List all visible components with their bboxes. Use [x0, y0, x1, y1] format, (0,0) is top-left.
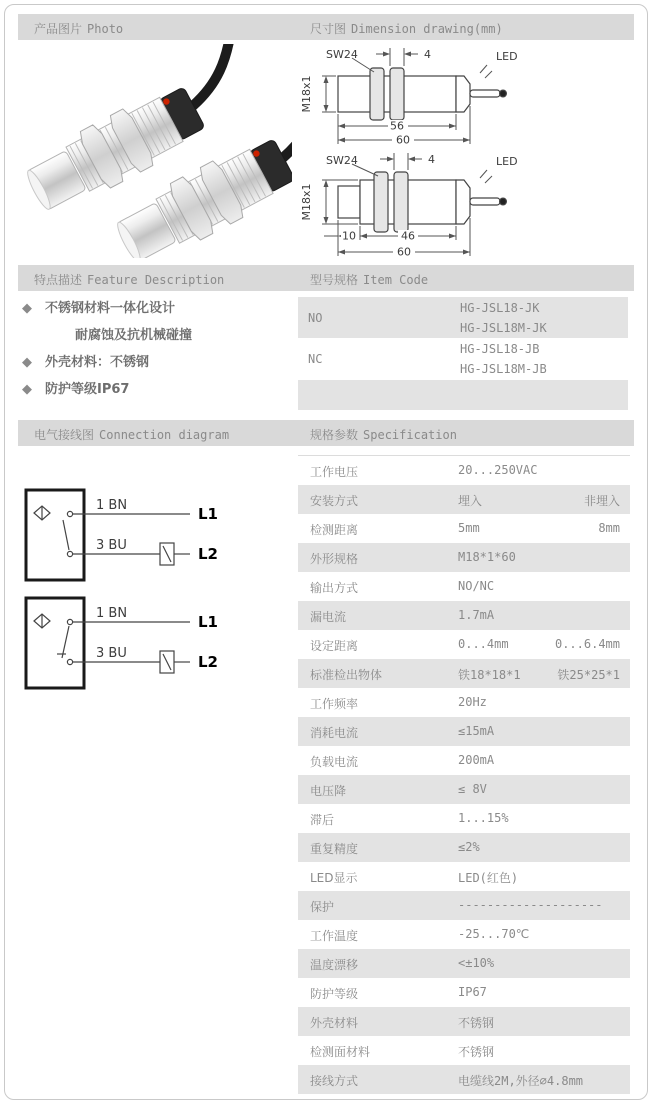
line2-label: L2: [198, 653, 218, 671]
spec-value: 20...250VAC: [458, 463, 538, 477]
spec-row: [298, 1065, 630, 1094]
spec-row: [298, 978, 630, 1007]
spec-value: 1...15%: [458, 811, 509, 825]
spec-label: 工作频率: [310, 697, 359, 711]
spec-value: ≤15mA: [458, 724, 495, 738]
pin1-label: 1 BN: [96, 498, 128, 513]
spec-label: 标准检出物体: [310, 668, 383, 682]
led-ray: [485, 71, 492, 78]
cable-stub: [470, 198, 500, 205]
spec-label: 接线方式: [310, 1074, 359, 1088]
spec-label: 保护: [310, 900, 335, 914]
spec-label: 漏电流: [310, 610, 347, 624]
spec-label: 检测距离: [310, 523, 359, 537]
spec-row: [298, 485, 630, 514]
spec-label: LED显示: [310, 871, 358, 885]
spec-value: 不锈钢: [458, 1045, 495, 1059]
led-ray: [485, 176, 492, 183]
nut-width-label: 4: [424, 48, 431, 61]
cable-end: [500, 198, 507, 205]
spec-label: 温度漂移: [310, 958, 359, 972]
spec-value: 不锈钢: [458, 1016, 495, 1030]
output-type: NC: [308, 352, 323, 366]
item-codes: HG-JSL18-JK HG-JSL18M-JK: [460, 300, 547, 335]
spec-label: 工作电压: [310, 465, 359, 479]
hex-nut: [394, 172, 408, 232]
spec-value-alt: 铁25*25*1: [557, 668, 620, 682]
dimension-drawing-flush: [296, 42, 640, 148]
sensor-cap: [456, 76, 470, 112]
spec-value: --------------------: [458, 898, 603, 912]
spec-row: [298, 601, 630, 630]
item-codes: HG-JSL18-JB HG-JSL18M-JB: [460, 342, 547, 376]
spec-label: 电压降: [310, 784, 347, 798]
section-header-connection-spec: [18, 420, 634, 446]
sensor-cap: [456, 180, 470, 224]
spec-label: 安装方式: [310, 494, 359, 508]
length-46-label: 46: [401, 229, 415, 243]
spec-row: [298, 659, 630, 688]
product-photo: [18, 44, 292, 258]
spec-label: 消耗电流: [310, 726, 359, 740]
cable-stub: [470, 90, 500, 97]
spec-value: 20Hz: [458, 695, 487, 709]
pin3-label: 3 BU: [96, 538, 127, 553]
spec-value: ≤2%: [458, 840, 480, 854]
spec-row: [298, 1036, 630, 1065]
specification-table: [298, 455, 630, 1094]
connection-diagram-nc: [18, 594, 288, 694]
nut-width-label: 4: [428, 153, 435, 166]
diamond-bullet-icon: ◆: [22, 355, 32, 370]
feature-item: ◆ 防护等级IP67: [22, 382, 130, 397]
led-label: LED: [496, 50, 518, 63]
led-ray: [480, 170, 487, 178]
spec-value-alt: 0...6.4mm: [554, 637, 620, 651]
led-ray: [480, 65, 487, 73]
led-label: LED: [496, 155, 518, 168]
spec-value: 铁18*18*1: [458, 668, 521, 682]
specification-section-title: 规格参数 Specification: [310, 428, 457, 442]
dimension-drawing-nonflush: [296, 148, 640, 260]
spec-value: 0...4mm: [458, 637, 509, 651]
spec-row: [298, 833, 630, 862]
line2-label: L2: [198, 545, 218, 563]
hex-nut: [390, 68, 404, 120]
section-header-feature-itemcode: [18, 265, 634, 291]
feature-section-title: 特点描述 Feature Description: [34, 273, 225, 287]
sw24-label: SW24: [326, 154, 358, 167]
spec-row: [298, 775, 630, 804]
feature-item: ◆ 不锈钢材料一体化设计 耐腐蚀及抗机械碰撞: [22, 301, 193, 343]
spec-label: 外形规格: [310, 552, 359, 566]
spec-value: M18*1*60: [458, 550, 516, 564]
spec-value: ≤ 8V: [458, 782, 487, 796]
spec-row: [298, 949, 630, 978]
section-header-photo-dimension: [18, 14, 634, 40]
pin3-label: 3 BU: [96, 646, 127, 661]
connection-diagram-no: [18, 486, 288, 586]
sensor-box: [26, 490, 84, 580]
spec-row: [298, 456, 630, 485]
feature-list: [18, 300, 290, 408]
spec-row: [298, 543, 630, 572]
spec-value: <±10%: [458, 956, 495, 970]
length-60-label: 60: [397, 245, 411, 259]
diamond-bullet-icon: ◆: [22, 301, 32, 316]
spec-value-alt: 8mm: [598, 521, 620, 535]
spec-value-alt: 非埋入: [583, 494, 620, 508]
itemcode-section-title: 型号规格 Item Code: [310, 273, 429, 287]
cable-end: [500, 90, 507, 97]
spec-label: 检测面材料: [310, 1045, 371, 1059]
length-60-label: 60: [396, 133, 410, 147]
line1-label: L1: [198, 613, 218, 631]
hex-nut: [374, 172, 388, 232]
spec-row: [298, 920, 630, 949]
sensor-box: [26, 598, 84, 688]
spec-label: 输出方式: [310, 581, 359, 595]
spec-row: [298, 688, 630, 717]
spec-value: 200mA: [458, 753, 495, 767]
spec-label: 防护等级: [310, 987, 359, 1001]
spec-row: [298, 514, 630, 543]
spec-value: 1.7mA: [458, 608, 495, 622]
spec-value: 电缆线2M,外径∅4.8mm: [458, 1074, 584, 1088]
diamond-bullet-icon: ◆: [22, 382, 32, 397]
spec-row: [298, 572, 630, 601]
feature-item: ◆ 外壳材料：不锈钢: [22, 355, 150, 370]
item-code-table: [298, 297, 628, 410]
item-code-row-nc: [298, 338, 628, 380]
thread-size-label: M18x1: [300, 183, 313, 221]
pin1-label: 1 BN: [96, 606, 128, 621]
spec-value: 5mm: [458, 521, 480, 535]
spec-value: LED(红色): [458, 871, 519, 885]
spec-row: [298, 630, 630, 659]
length-10-label: 10: [342, 229, 356, 243]
spec-label: 重复精度: [310, 842, 359, 856]
spec-value: IP67: [458, 985, 487, 999]
spec-row: [298, 804, 630, 833]
dimension-section-title: 尺寸图 Dimension drawing(mm): [310, 22, 503, 36]
hex-nut: [370, 68, 384, 120]
spec-row: [298, 891, 630, 920]
spec-label: 滞后: [310, 813, 335, 827]
line1-label: L1: [198, 505, 218, 523]
spec-label: 外壳材料: [310, 1016, 359, 1030]
item-code-row-empty: [298, 380, 628, 410]
spec-value: NO/NC: [458, 579, 495, 593]
output-type: NO: [308, 310, 323, 325]
spec-value: -25...70℃: [458, 927, 530, 941]
spec-row: [298, 862, 630, 891]
thread-size-label: M18x1: [300, 75, 313, 113]
spec-label: 设定距离: [310, 639, 359, 653]
photo-section-title: 产品图片 Photo: [34, 22, 124, 36]
spec-row: [298, 746, 630, 775]
sensor-tip: [338, 186, 360, 218]
spec-label: 工作温度: [310, 929, 359, 943]
spec-row: [298, 717, 630, 746]
spec-value: 埋入: [458, 494, 483, 508]
length-56-label: 56: [390, 119, 404, 133]
spec-row: [298, 1007, 630, 1036]
spec-label: 负载电流: [310, 755, 359, 769]
item-code-row-no: [298, 297, 628, 338]
sw24-label: SW24: [326, 48, 358, 61]
connection-section-title: 电气接线图 Connection diagram: [34, 428, 230, 442]
